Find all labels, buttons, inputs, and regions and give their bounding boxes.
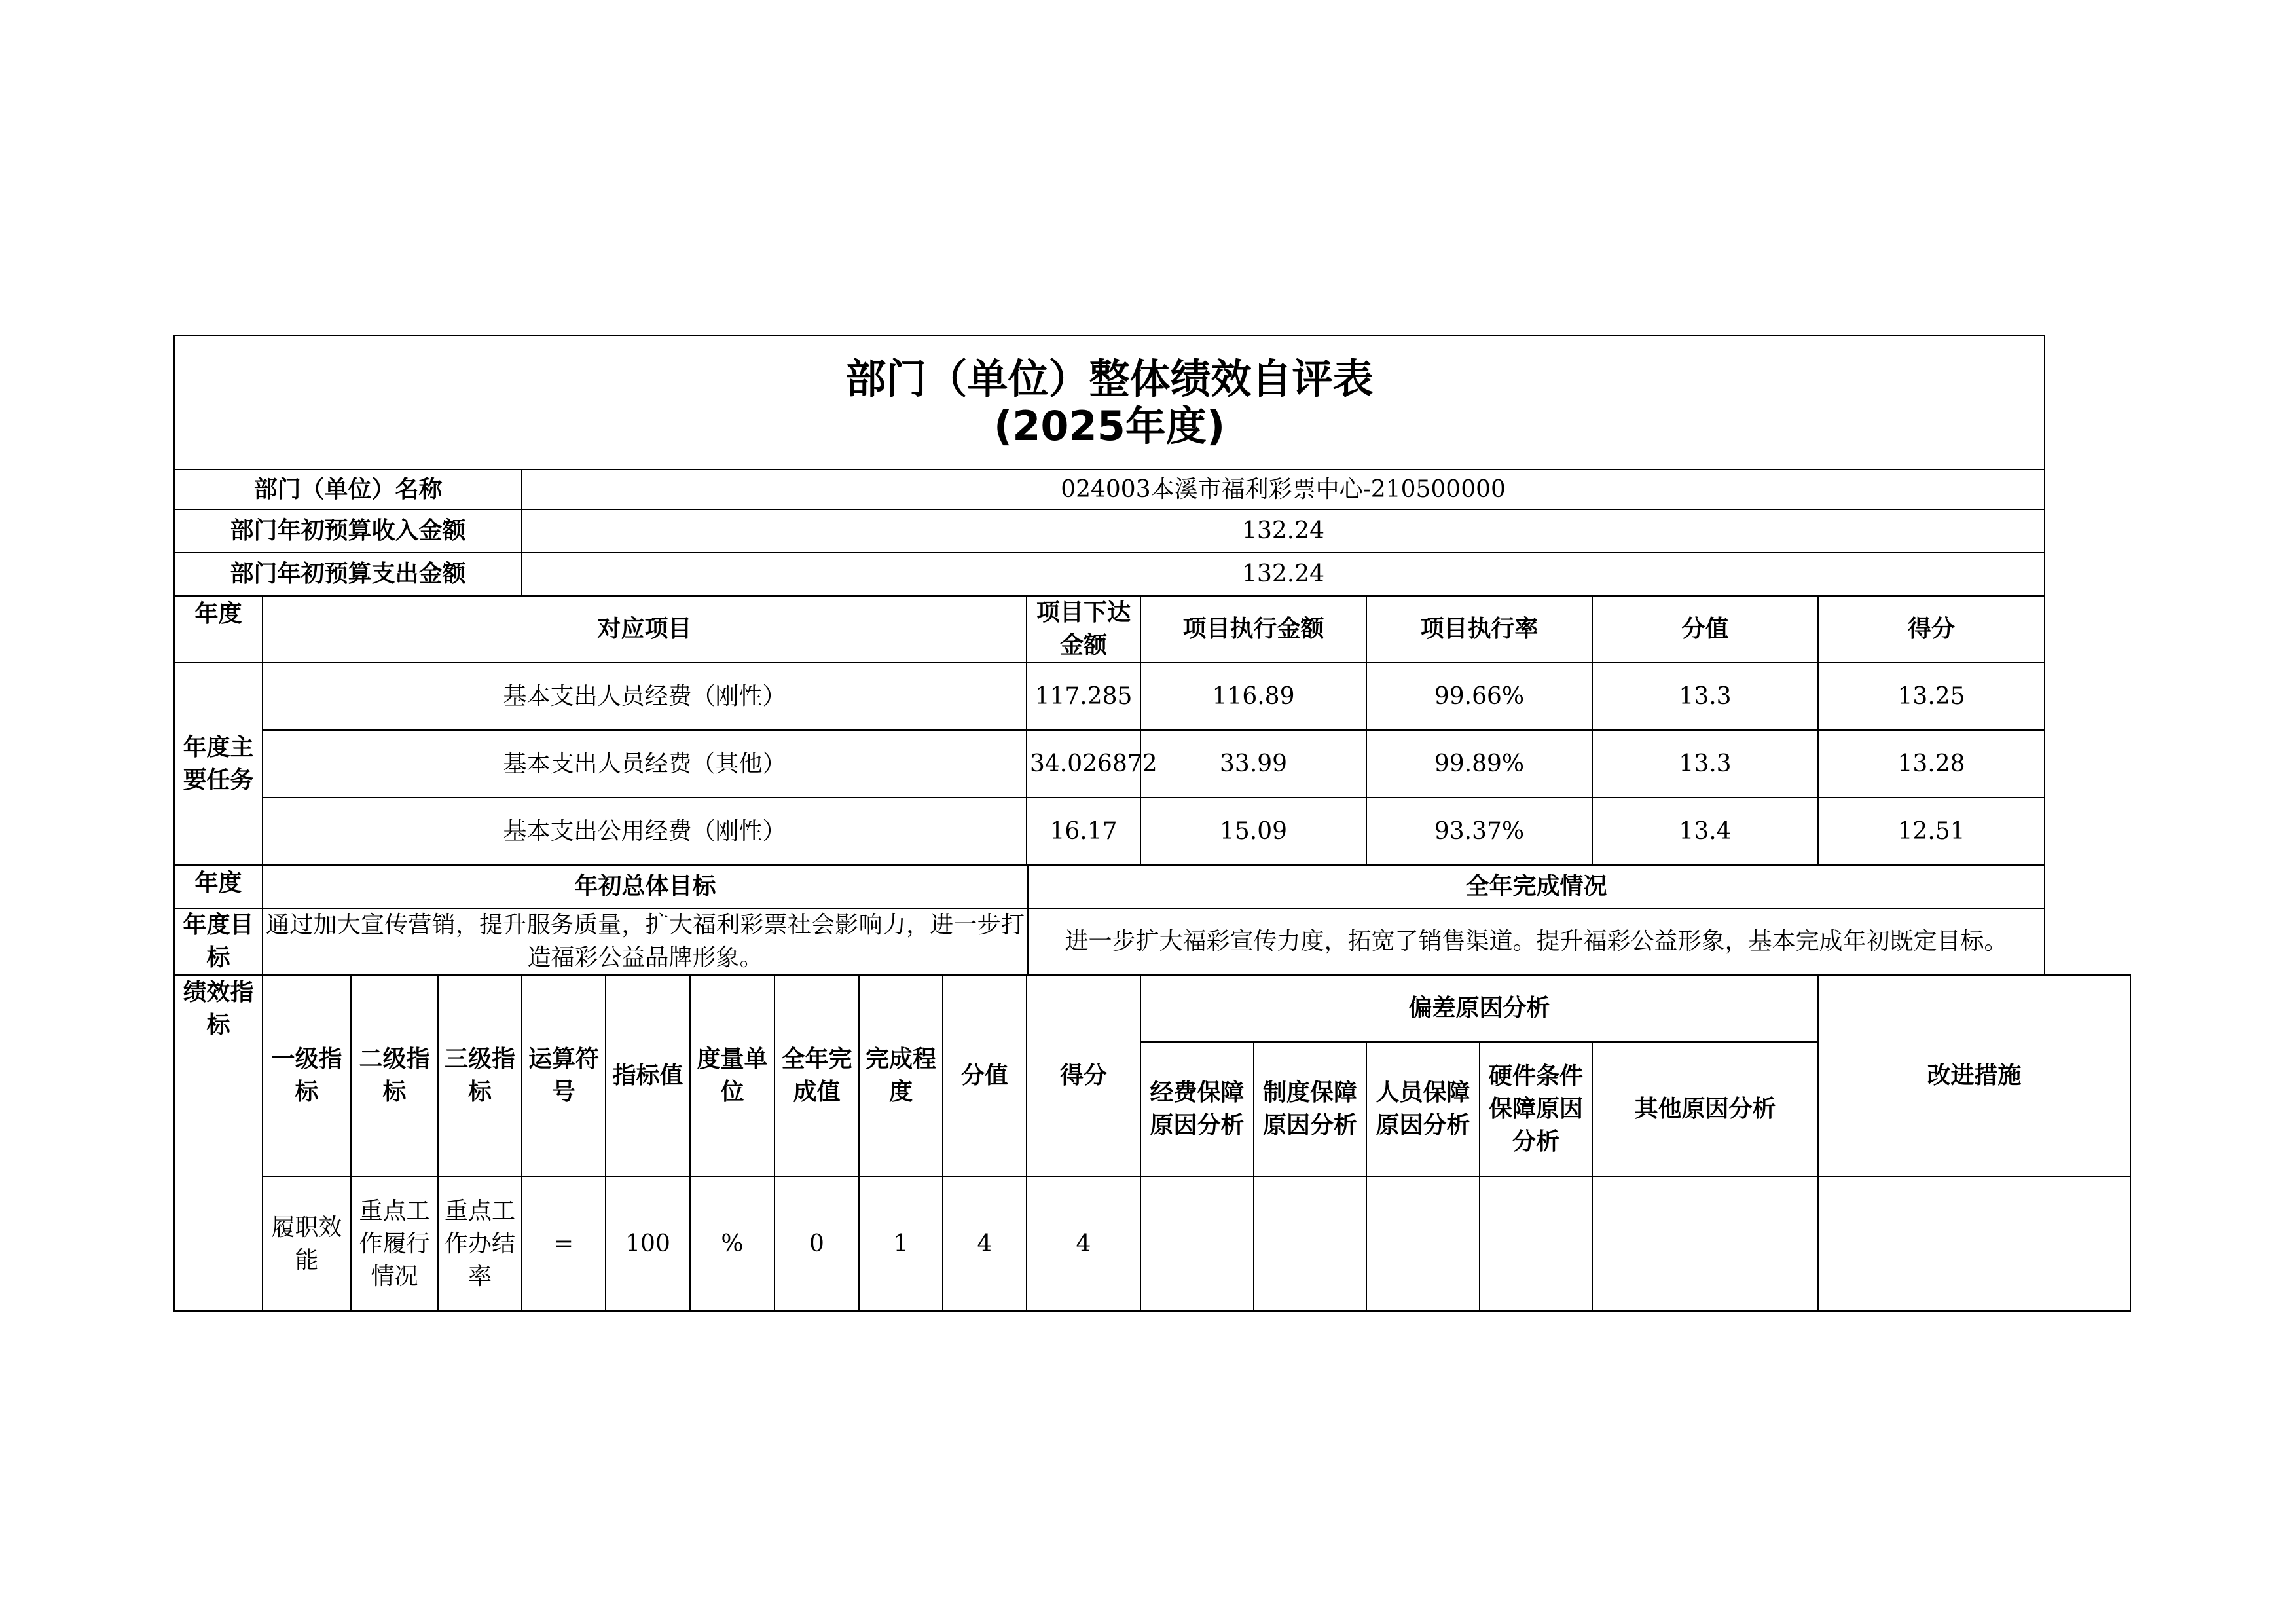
indicator-actual: 0 — [774, 1177, 859, 1311]
goals-initial-text: 通过加大宣传营销，提升服务质量，扩大福利彩票社会影响力，进一步打造福彩公益品牌形象。 — [263, 908, 1028, 975]
task-row-1-allocated: 117.285 — [1027, 663, 1140, 730]
task-row-3-executed: 15.09 — [1140, 798, 1366, 865]
indicator-target: 100 — [606, 1177, 690, 1311]
goals-completion-text: 进一步扩大福彩宣传力度，拓宽了销售渠道。提升福彩公益形象，基本完成年初既定目标。 — [1028, 908, 2045, 975]
tasks-header-rate: 项目执行率 — [1366, 596, 1592, 663]
goals-section-label: 年度目标 — [174, 908, 263, 975]
indicator-header-target: 指标值 — [606, 975, 690, 1177]
indicators-section-label: 绩效指标 — [174, 975, 263, 1042]
indicator-header-level2: 二级指标 — [351, 975, 438, 1177]
goals-header-completion: 全年完成情况 — [1028, 865, 2045, 908]
indicator-score: 4 — [1027, 1177, 1140, 1311]
tasks-section-label: 年度主要任务 — [174, 663, 263, 865]
deviation-personnel-cell — [1366, 1177, 1480, 1311]
task-row-2-rate: 99.89% — [1366, 730, 1592, 798]
indicator-completion: 1 — [859, 1177, 943, 1311]
indicator-header-level1: 一级指标 — [263, 975, 351, 1177]
indicator-header-level3: 三级指标 — [438, 975, 522, 1177]
task-row-2-allocated: 34.026872 — [1027, 730, 1140, 798]
indicators-section-spacer — [174, 1042, 263, 1311]
improvement-cell — [1818, 1177, 2130, 1311]
improvement-header: 改进措施 — [1818, 975, 2130, 1177]
indicator-header-score: 得分 — [1027, 975, 1140, 1177]
income-label: 部门年初预算收入金额 — [174, 509, 522, 553]
income-value: 132.24 — [522, 509, 2045, 553]
task-row-2-executed: 33.99 — [1140, 730, 1366, 798]
dept-name-value: 024003本溪市福利彩票中心-210500000 — [522, 470, 2045, 509]
indicator-level3: 重点工作办结率 — [438, 1177, 522, 1311]
task-row-3-rate: 93.37% — [1366, 798, 1592, 865]
dept-name-label: 部门（单位）名称 — [174, 470, 522, 509]
task-row-2-score: 13.28 — [1818, 730, 2045, 798]
goals-header-initial: 年初总体目标 — [263, 865, 1028, 908]
task-row-3-allocated: 16.17 — [1027, 798, 1140, 865]
deviation-other: 其他原因分析 — [1592, 1042, 1818, 1177]
expense-label: 部门年初预算支出金额 — [174, 553, 522, 596]
expense-value: 132.24 — [522, 553, 2045, 596]
deviation-header: 偏差原因分析 — [1140, 975, 1818, 1042]
task-row-3-score-value: 13.4 — [1592, 798, 1818, 865]
indicator-unit: % — [690, 1177, 774, 1311]
tasks-label-clipped: 年度 — [174, 596, 263, 663]
tasks-header-score: 得分 — [1818, 596, 2045, 663]
tasks-header-allocated: 项目下达金额 — [1027, 596, 1140, 663]
indicator-header-completion: 完成程度 — [859, 975, 943, 1177]
task-row-1-project: 基本支出人员经费（刚性） — [263, 663, 1027, 730]
tasks-header-executed: 项目执行金额 — [1140, 596, 1366, 663]
task-row-1-score: 13.25 — [1818, 663, 2045, 730]
deviation-hardware: 硬件条件保障原因分析 — [1480, 1042, 1592, 1177]
deviation-system: 制度保障原因分析 — [1254, 1042, 1366, 1177]
indicator-level1: 履职效能 — [263, 1177, 351, 1311]
task-row-3-score: 12.51 — [1818, 798, 2045, 865]
indicator-header-score-value: 分值 — [943, 975, 1027, 1177]
indicator-score-value: 4 — [943, 1177, 1027, 1311]
indicator-operator: = — [522, 1177, 606, 1311]
task-row-1-rate: 99.66% — [1366, 663, 1592, 730]
indicator-header-operator: 运算符号 — [522, 975, 606, 1177]
task-row-2-project: 基本支出人员经费（其他） — [263, 730, 1027, 798]
page-title — [174, 335, 2045, 470]
goals-label-clipped: 年度 — [174, 865, 263, 908]
task-row-2-score-value: 13.3 — [1592, 730, 1818, 798]
deviation-funding: 经费保障原因分析 — [1140, 1042, 1254, 1177]
indicator-level2: 重点工作履行情况 — [351, 1177, 438, 1311]
task-row-1-executed: 116.89 — [1140, 663, 1366, 730]
deviation-hardware-cell — [1480, 1177, 1592, 1311]
deviation-funding-cell — [1140, 1177, 1254, 1311]
task-row-3-project: 基本支出公用经费（刚性） — [263, 798, 1027, 865]
title-line-1: 部门（单位）整体绩效自评表 — [845, 354, 1374, 403]
deviation-system-cell — [1254, 1177, 1366, 1311]
indicator-header-unit: 度量单位 — [690, 975, 774, 1177]
tasks-header-project: 对应项目 — [263, 596, 1027, 663]
self-evaluation-table — [173, 335, 2131, 1312]
deviation-personnel: 人员保障原因分析 — [1366, 1042, 1480, 1177]
tasks-header-score-value: 分值 — [1592, 596, 1818, 663]
title-line-2: (2025年度) — [993, 401, 1226, 450]
deviation-other-cell — [1592, 1177, 1818, 1311]
indicator-header-actual: 全年完成值 — [774, 975, 859, 1177]
task-row-1-score-value: 13.3 — [1592, 663, 1818, 730]
